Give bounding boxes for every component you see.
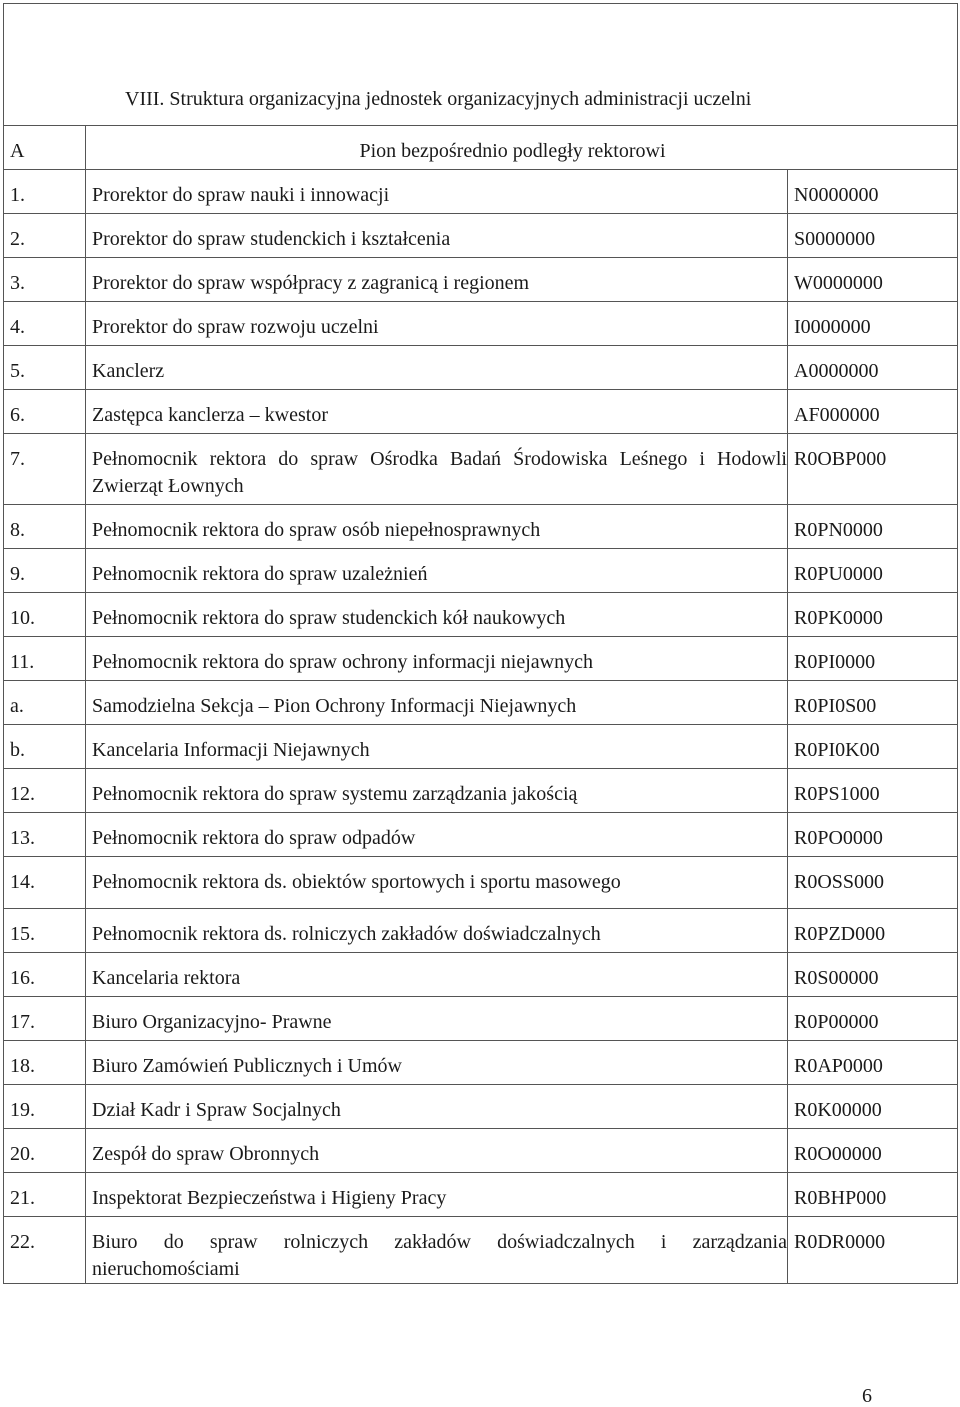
unit-code: R0PO0000 (788, 813, 958, 857)
table-row (4, 170, 958, 214)
table-row (4, 1217, 958, 1284)
table-row (4, 909, 958, 953)
table-row (4, 725, 958, 769)
table-row (4, 258, 958, 302)
unit-code: A0000000 (788, 346, 958, 390)
unit-name: Prorektor do spraw współpracy z zagranicą i regionem (86, 258, 788, 302)
table-row (4, 549, 958, 593)
title-cell (4, 4, 958, 126)
row-number: 6. (4, 390, 86, 434)
section-header-row (4, 126, 958, 170)
page-number: 6 (862, 1385, 872, 1407)
row-number: a. (4, 681, 86, 725)
table-row (4, 214, 958, 258)
unit-code: R0DR0000 (788, 1217, 958, 1284)
table-row (4, 346, 958, 390)
unit-code: R0PS1000 (788, 769, 958, 813)
unit-code: R0PI0000 (788, 637, 958, 681)
unit-code: R0PK0000 (788, 593, 958, 637)
row-number: 2. (4, 214, 86, 258)
row-number: 13. (4, 813, 86, 857)
unit-name: Kancelaria rektora (86, 953, 788, 997)
table-row (4, 953, 958, 997)
table-row (4, 997, 958, 1041)
table-row (4, 1085, 958, 1129)
row-number: 16. (4, 953, 86, 997)
unit-code: R0PU0000 (788, 549, 958, 593)
unit-code: R0OBP000 (788, 434, 958, 505)
unit-code: R0K00000 (788, 1085, 958, 1129)
table-row (4, 1041, 958, 1085)
unit-name: Prorektor do spraw rozwoju uczelni (86, 302, 788, 346)
unit-name: Prorektor do spraw studenckich i kształcenia (86, 214, 788, 258)
unit-name: Biuro Organizacyjno- Prawne (86, 997, 788, 1041)
unit-name: Kanclerz (86, 346, 788, 390)
row-number: 4. (4, 302, 86, 346)
title-row (4, 4, 958, 126)
unit-code: R0O00000 (788, 1129, 958, 1173)
unit-code: R0AP0000 (788, 1041, 958, 1085)
unit-code: R0PI0K00 (788, 725, 958, 769)
table-row (4, 1173, 958, 1217)
table-row (4, 857, 958, 909)
unit-name: Inspektorat Bezpieczeństwa i Higieny Pracy (86, 1173, 788, 1217)
unit-name: Zespół do spraw Obronnych (86, 1129, 788, 1173)
row-number: 8. (4, 505, 86, 549)
unit-name: Kancelaria Informacji Niejawnych (86, 725, 788, 769)
row-number: 15. (4, 909, 86, 953)
section-letter: A (4, 126, 86, 170)
unit-code: N0000000 (788, 170, 958, 214)
unit-name: Samodzielna Sekcja – Pion Ochrony Informacji Niejawnych (86, 681, 788, 725)
unit-name: Pełnomocnik rektora do spraw ochrony informacji niejawnych (86, 637, 788, 681)
table-row (4, 302, 958, 346)
unit-code: R0BHP000 (788, 1173, 958, 1217)
row-number: 11. (4, 637, 86, 681)
table-row (4, 505, 958, 549)
unit-name: Pełnomocnik rektora do spraw osób niepełnosprawnych (86, 505, 788, 549)
table-row (4, 637, 958, 681)
row-number: 10. (4, 593, 86, 637)
unit-code: R0P00000 (788, 997, 958, 1041)
unit-name: Pełnomocnik rektora ds. rolniczych zakładów doświadczalnych (86, 909, 788, 953)
row-number: 14. (4, 857, 86, 909)
document-title: VIII. Struktura organizacyjna jednostek organizacyjnych administracji uczelni (125, 88, 752, 110)
row-number: 1. (4, 170, 86, 214)
unit-code: W0000000 (788, 258, 958, 302)
row-number: 18. (4, 1041, 86, 1085)
unit-name: Biuro do spraw rolniczych zakładów doświadczalnych i zarządzania nieruchomościami (86, 1217, 788, 1284)
row-number: 5. (4, 346, 86, 390)
table-row (4, 769, 958, 813)
unit-name: Pełnomocnik rektora do spraw uzależnień (86, 549, 788, 593)
section-heading: Pion bezpośrednio podległy rektorowi (86, 126, 958, 170)
row-number: 12. (4, 769, 86, 813)
unit-name: Biuro Zamówień Publicznych i Umów (86, 1041, 788, 1085)
unit-name: Pełnomocnik rektora do spraw studenckich kół naukowych (86, 593, 788, 637)
unit-code: R0OSS000 (788, 857, 958, 909)
unit-code: I0000000 (788, 302, 958, 346)
table-row (4, 1129, 958, 1173)
row-number: 17. (4, 997, 86, 1041)
table-row (4, 813, 958, 857)
unit-name: Pełnomocnik rektora do spraw Ośrodka Badań Środowiska Leśnego i Hodowli Zwierząt Łownych (86, 434, 788, 505)
unit-code: S0000000 (788, 214, 958, 258)
row-number: 9. (4, 549, 86, 593)
table-row (4, 593, 958, 637)
row-number: 3. (4, 258, 86, 302)
unit-code: R0S00000 (788, 953, 958, 997)
unit-code: R0PZD000 (788, 909, 958, 953)
unit-name: Prorektor do spraw nauki i innowacji (86, 170, 788, 214)
row-number: 7. (4, 434, 86, 505)
unit-code: AF000000 (788, 390, 958, 434)
unit-name: Pełnomocnik rektora do spraw systemu zarządzania jakością (86, 769, 788, 813)
row-number: b. (4, 725, 86, 769)
table-row (4, 434, 958, 505)
unit-code: R0PN0000 (788, 505, 958, 549)
unit-code: R0PI0S00 (788, 681, 958, 725)
row-number: 22. (4, 1217, 86, 1284)
row-number: 19. (4, 1085, 86, 1129)
unit-name: Zastępca kanclerza – kwestor (86, 390, 788, 434)
table-row (4, 390, 958, 434)
row-number: 21. (4, 1173, 86, 1217)
row-number: 20. (4, 1129, 86, 1173)
unit-name: Pełnomocnik rektora do spraw odpadów (86, 813, 788, 857)
organization-structure-table (3, 3, 958, 1284)
unit-name: Dział Kadr i Spraw Socjalnych (86, 1085, 788, 1129)
table-row (4, 681, 958, 725)
unit-name: Pełnomocnik rektora ds. obiektów sportowych i sportu masowego (86, 857, 788, 909)
